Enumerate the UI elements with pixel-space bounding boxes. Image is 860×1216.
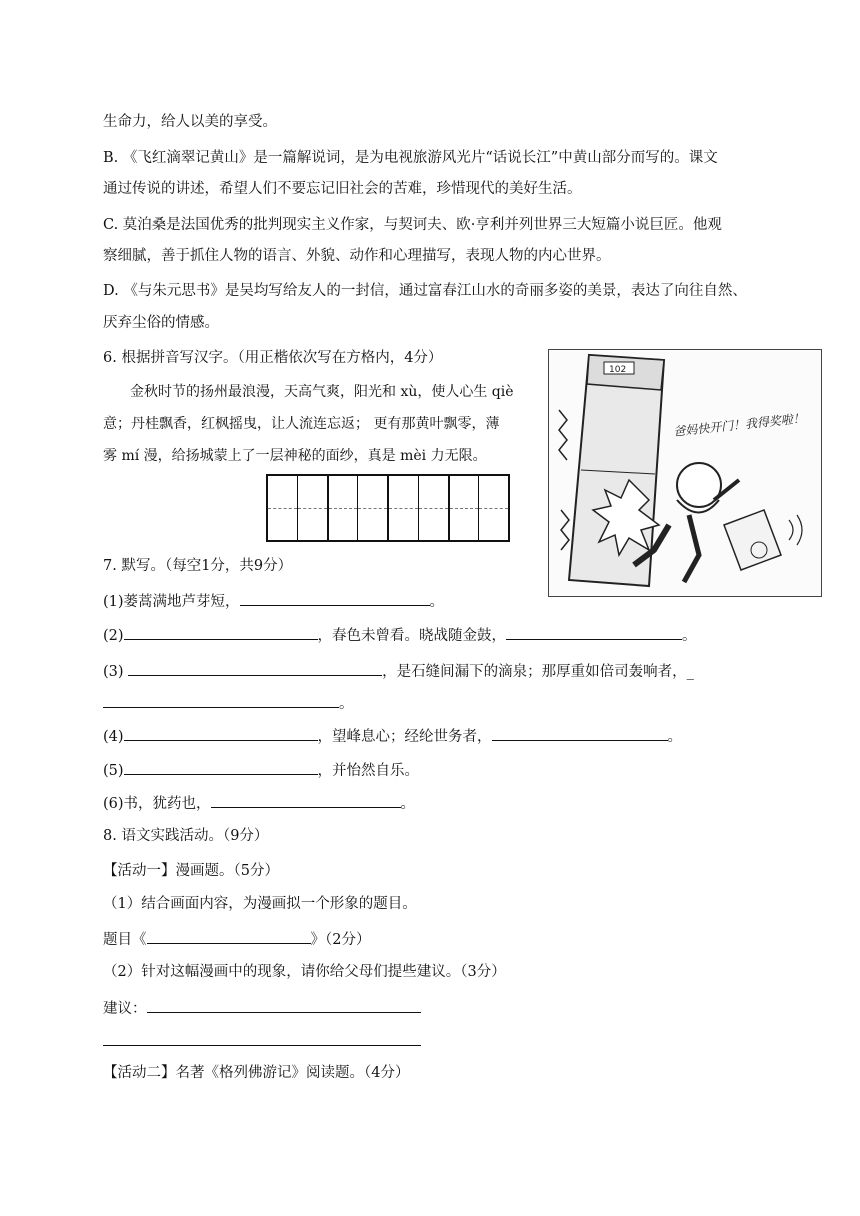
- answer-grid[interactable]: [266, 474, 510, 542]
- blank-field[interactable]: [492, 725, 668, 741]
- q8-title: 8. 语文实践活动。（9分）: [103, 828, 269, 844]
- option-b-line2: 通过传说的讲述，希望人们不要忘记旧社会的苦难，珍惜现代的美好生活。: [103, 181, 582, 197]
- title-answer-row: [103, 928, 370, 950]
- blank-field[interactable]: [124, 624, 318, 640]
- q7-item-1: [103, 590, 444, 612]
- activity-one-title: 【活动一】漫画题。（5分）: [103, 863, 279, 879]
- intro-line: 生命力，给人以美的享受。: [103, 114, 277, 130]
- title-close: 》（2分）: [310, 932, 371, 948]
- blank-field[interactable]: [124, 725, 318, 741]
- q7-item-1-text: (1)蒌蒿满地芦芽短，: [103, 594, 240, 610]
- activity-two-title: 【活动二】名著《格列佛游记》阅读题。（4分）: [103, 1065, 410, 1081]
- q7-item-4-text: ，望峰息心；经纶世务者，: [317, 729, 492, 745]
- q7-item-5: [103, 759, 419, 781]
- q7-item-1-end: 。: [429, 594, 445, 610]
- q6-title: 6. 根据拼音写汉字。（用正楷依次写在方格内，4分）: [103, 350, 443, 366]
- sub-question-1: （1）结合画面内容，为漫画拟一个形象的题目。: [103, 896, 417, 912]
- suggestion-blank[interactable]: [103, 1030, 421, 1046]
- q7-item-6: [103, 792, 415, 814]
- grid-cell[interactable]: [450, 476, 480, 540]
- blank-field[interactable]: [128, 660, 382, 676]
- title-blank[interactable]: [147, 928, 311, 944]
- suggestion-row: [103, 997, 421, 1019]
- blank-field[interactable]: [124, 759, 318, 775]
- grid-cell[interactable]: [298, 476, 329, 540]
- door-number: 102: [609, 365, 627, 375]
- cartoon-drawing: [549, 350, 821, 596]
- title-label: 题目《: [103, 932, 147, 948]
- suggestion-label: 建议：: [103, 1001, 147, 1017]
- q7-item-4-label: (4): [103, 729, 124, 745]
- option-d-line2: 厌弃尘俗的情感。: [103, 315, 219, 331]
- q7-item-2: [103, 624, 697, 646]
- q7-item-2-end: 。: [682, 628, 697, 644]
- q6-passage-line2: 意；丹桂飘香，红枫摇曳，让人流连忘返； 更有那黄叶飘零，薄: [103, 416, 500, 432]
- blank-field[interactable]: [506, 624, 682, 640]
- q7-item-6-text: (6)书，犹药也，: [103, 796, 211, 812]
- q7-item-2-label: (2): [103, 628, 124, 644]
- q7-title: 7. 默写。（每空1分，共9分）: [103, 558, 293, 574]
- option-c-line2: 察细腻，善于抓住人物的语言、外貌、动作和心理描写，表现人物的内心世界。: [103, 248, 611, 264]
- q7-item-3-text: ，是石缝间漏下的滴泉；那厚重如倍司轰响者，_: [382, 664, 694, 680]
- q7-item-5-text: ，并怡然自乐。: [317, 763, 420, 779]
- q7-item-6-end: 。: [400, 796, 416, 812]
- q7-item-5-label: (5): [103, 763, 124, 779]
- q7-item-3-end: 。: [339, 696, 354, 712]
- option-b-line1: B. 《飞红滴翠记黄山》是一篇解说词，是为电视旅游风光片“话说长江”中黄山部分而写的。课文: [103, 150, 718, 166]
- q6-passage-line3: 雾 mí 漫，给扬城蒙上了一层神秘的面纱，真是 mèi 力无限。: [103, 448, 487, 464]
- q7-item-3-cont: [103, 692, 354, 714]
- q7-item-4-end: 。: [667, 729, 683, 745]
- q6-passage-line1: 金秋时节的扬州最浪漫，天高气爽，阳光和 xù，使人心生 qiè: [130, 384, 514, 400]
- grid-cell[interactable]: [329, 476, 359, 540]
- option-c-line1: C. 莫泊桑是法国优秀的批判现实主义作家，与契诃夫、欧·亨利并列世界三大短篇小说巨匠。他观: [103, 217, 722, 233]
- suggestion-row-2: [103, 1030, 421, 1052]
- q7-item-4: [103, 725, 682, 747]
- q7-item-3: [103, 660, 694, 682]
- grid-cell[interactable]: [389, 476, 419, 540]
- sub-question-2: （2）针对这幅漫画中的现象，请你给父母们提些建议。（3分）: [103, 964, 506, 980]
- cartoon-speech: 爸妈快开门！我得奖啦！: [672, 411, 806, 439]
- blank-field[interactable]: [240, 590, 430, 606]
- q7-item-3-label: (3): [103, 664, 129, 680]
- grid-cell[interactable]: [479, 476, 508, 540]
- grid-cell[interactable]: [419, 476, 450, 540]
- blank-field[interactable]: [103, 692, 339, 708]
- option-d-line1: D. 《与朱元思书》是吴均写给友人的一封信，通过富春江山水的奇丽多姿的美景，表达了向往自然、: [103, 283, 747, 299]
- cartoon-image: [548, 349, 822, 597]
- grid-cell[interactable]: [358, 476, 389, 540]
- blank-field[interactable]: [211, 792, 401, 808]
- grid-cell[interactable]: [268, 476, 298, 540]
- suggestion-blank[interactable]: [147, 997, 421, 1013]
- q7-item-2-text: ，春色未曾看。晓战随金鼓，: [317, 628, 507, 644]
